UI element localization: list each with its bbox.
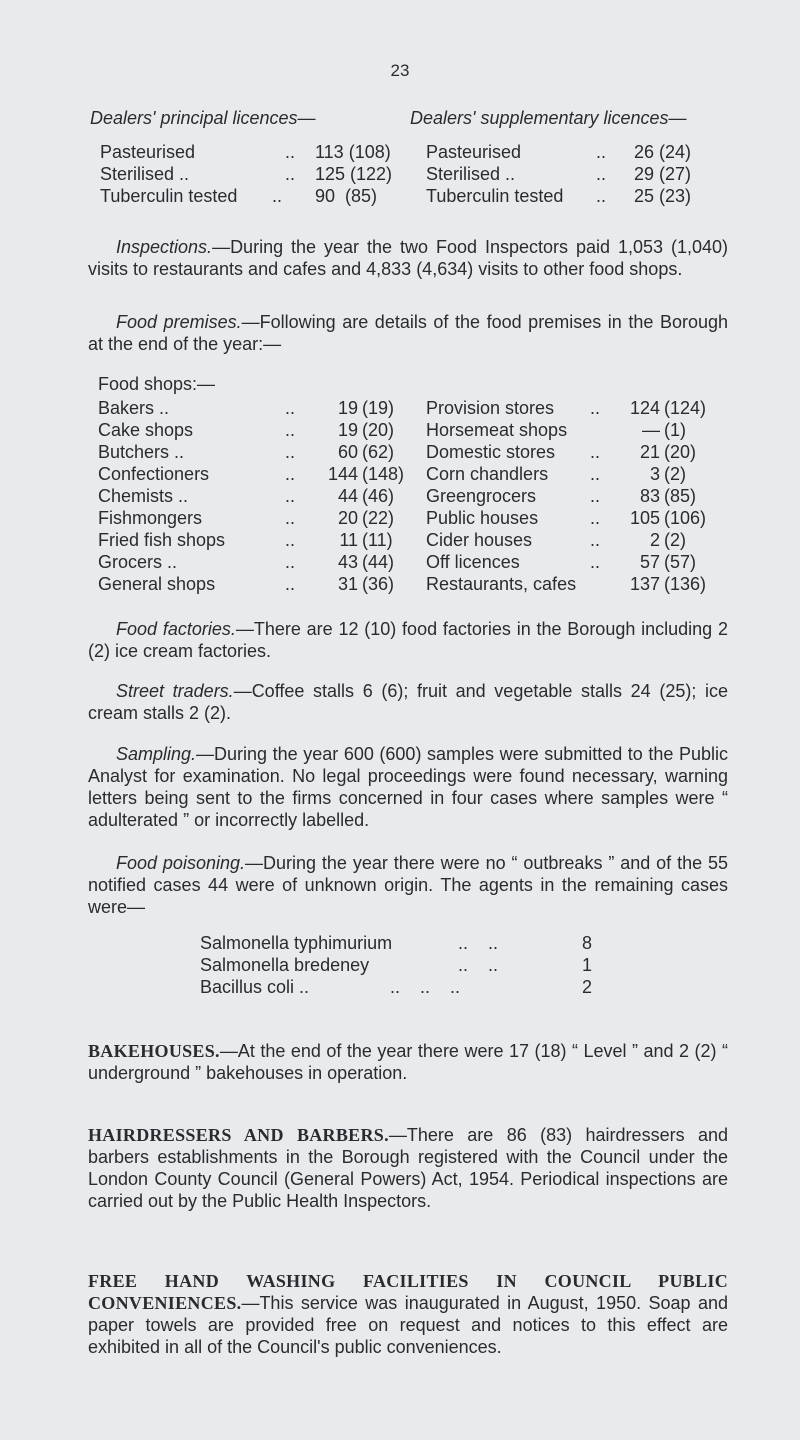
food-poisoning-title: Food poisoning. [116,853,245,873]
licences-section [90,107,740,217]
food-shop-row: Grocers .. .. 43 (44) Off licences .. 57 (57) [98,552,697,572]
licence-row: Pasteurised .. 113 (108) Pasteurised .. 26 (24) [100,142,692,162]
food-shop-row: General shops .. 31 (36) Restaurants, cafes 137 (136) [98,574,707,594]
hand-washing-paragraph: FREE HAND WASHING FACILITIES IN COUNCIL PUBLIC CONVENIENCES.—This service was inaugurated in August, 1950. Soap and paper towels are provided free on request and notices to this effect are exhibited in all of the Council's public conveniences. [88,1271,728,1357]
food-poisoning-agents [200,932,620,998]
sampling-title: Sampling. [116,744,197,764]
food-premises-paragraph: Food premises.—Following are details of the food premises in the Borough at the end of the year:— [88,312,728,354]
inspections-paragraph: Inspections.—During the year the two Food Inspectors paid 1,053 (1,040) visits to restaurants and cafes and 4,833 (4,634) visits to other food shops. [88,237,728,279]
food-shop-row: Chemists .. .. 44 (46) Greengrocers .. 83 (85) [98,486,697,506]
food-shops-table [88,373,738,595]
licence-row: Sterilised .. .. 125 (122) Sterilised .. .. 29 (27) [100,164,692,184]
supplementary-licences-heading: Dealers' supplementary licences— [410,108,687,128]
agent-row: Bacillus coli .. .. .. .. 2 [200,977,593,997]
food-shop-row: Bakers .. .. 19 (19) Provision stores .. 124 (124) [98,398,707,418]
bakehouses-paragraph: BAKEHOUSES.—At the end of the year there were 17 (18) “ Level ” and 2 (2) “ underground ” bakehouses in operation. [88,1041,728,1083]
food-factories-title: Food factories. [116,619,236,639]
agent-row: Salmonella bredeney .. .. 1 [200,955,593,975]
bakehouses-title: BAKEHOUSES. [88,1041,220,1061]
food-shop-row: Fried fish shops .. 11 (11) Cider houses .. 2 (2) [98,530,686,550]
food-shop-row: Cake shops .. 19 (20) Horsemeat shops — (1) [98,420,686,440]
page-number: 23 [390,61,410,80]
street-traders-paragraph: Street traders.—Coffee stalls 6 (6); fruit and vegetable stalls 24 (25); ice cream stalls 2 (2). [88,681,728,723]
inspections-title: Inspections. [116,237,213,257]
food-shop-row: Fishmongers .. 20 (22) Public houses .. 105 (106) [98,508,707,528]
food-shops-label: Food shops:— [98,374,216,394]
food-shop-row: Confectioners .. 144 (148) Corn chandlers .. 3 (2) [98,464,686,484]
hand-washing-title: FREE HAND WASHING FACILITIES IN COUNCIL PUBLIC CONVENIENCES. [88,1271,728,1313]
food-shop-row: Butchers .. .. 60 (62) Domestic stores .. 21 (20) [98,442,697,462]
principal-licences-heading: Dealers' principal licences— [90,108,316,128]
agent-row: Salmonella typhimurium .. .. 8 [200,933,593,953]
licence-row: Tuberculin tested .. 90 (85) Tuberculin tested .. 25 (23) [100,186,692,206]
hairdressers-title: HAIRDRESSERS AND BARBERS. [88,1125,389,1145]
food-factories-paragraph: Food factories.—There are 12 (10) food factories in the Borough including 2 (2) ice cream factories. [88,619,728,661]
food-premises-title: Food premises. [116,312,242,332]
hairdressers-paragraph: HAIRDRESSERS AND BARBERS.—There are 86 (83) hairdressers and barbers establishments in the Borough registered with the Council under the London County Council (General Powers) Act, 1954. Periodical inspections are carried out by the Public Health Inspectors. [88,1125,729,1211]
street-traders-title: Street traders. [116,681,234,701]
sampling-paragraph: Sampling.—During the year 600 (600) samples were submitted to the Public Analyst for examination. No legal proceedings were found necessary, warning letters being sent to the firms concerned in four cases where samples were “ adulterated ” or incorrectly labelled. [88,744,728,830]
food-poisoning-paragraph: Food poisoning.—During the year there were no “ outbreaks ” and of the 55 notified cases 44 were of unknown origin. The agents in the remaining cases were— [88,853,729,917]
